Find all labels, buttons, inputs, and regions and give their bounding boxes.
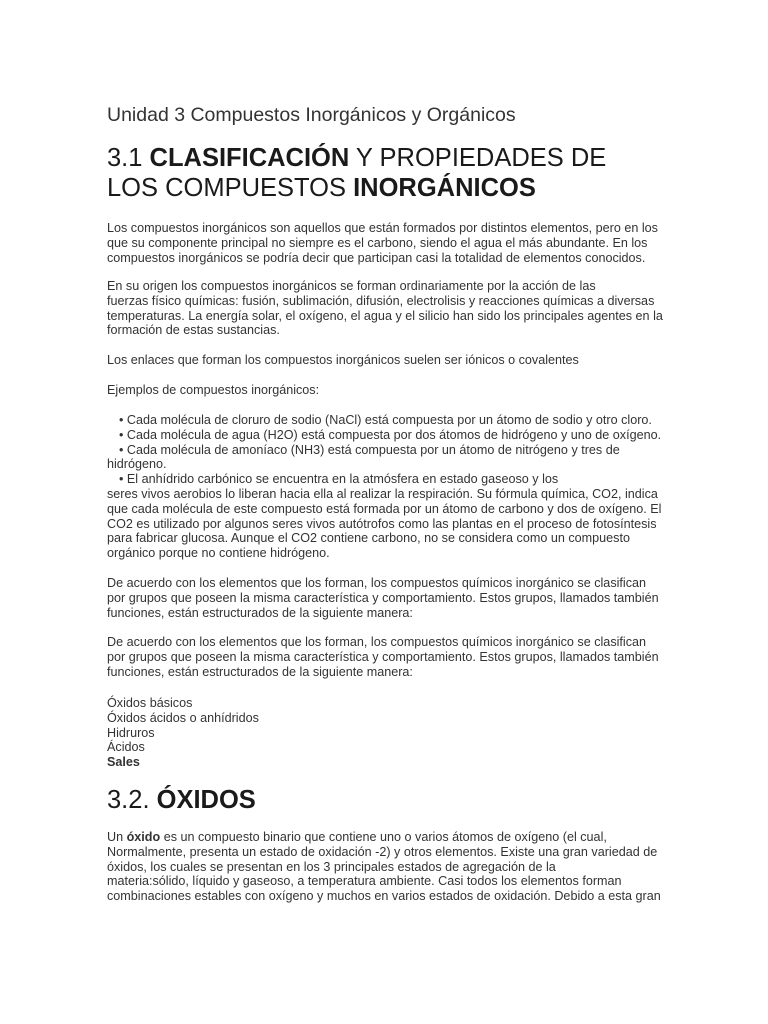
- list-item-continuation: CO2 es utilizado por algunos seres vivos autótrofos como las plantas en el proceso de fotosíntesis: [107, 516, 657, 531]
- paragraph-classification-2: [107, 635, 667, 679]
- paragraph-classification-1: [107, 576, 667, 620]
- text-line: De acuerdo con los elementos que los forman, los compuestos químicos inorgánico se clasifican: [107, 576, 647, 590]
- title-text-2: LOS COMPUESTOS: [107, 174, 354, 202]
- text-line: funciones, están estructurados de la siguiente manera:: [107, 664, 413, 679]
- section-heading: ÓXIDOS: [156, 786, 256, 814]
- list-item: • Cada molécula de cloruro de sodio (NaCl) está compuesta por un átomo de sodio y otro cloro.: [119, 413, 652, 427]
- text-line: óxidos, los cuales se presentan en los 3 principales estados de agregación de la: [107, 859, 556, 874]
- examples-list: [107, 413, 667, 561]
- function-item: Hidruros: [107, 725, 155, 740]
- text-line: funciones, están estructurados de la siguiente manera:: [107, 605, 413, 620]
- list-item: • Cada molécula de amoníaco (NH3) está compuesta por un átomo de nitrógeno y tres de: [119, 442, 620, 457]
- paragraph-examples-heading: [107, 383, 667, 398]
- text-line: compuestos inorgánicos se podría decir que participan casi la totalidad de elementos conocidos.: [107, 250, 646, 265]
- text-line: Los enlaces que forman los compuestos inorgánicos suelen ser iónicos o covalentes: [107, 353, 579, 367]
- list-item-continuation: seres vivos aerobios lo liberan hacia ella al realizar la respiración. Su fórmula química, CO2, indica: [107, 486, 658, 501]
- term-oxido: óxido: [126, 830, 161, 844]
- title-bold-inorganicos: INORGÁNICOS: [353, 174, 536, 202]
- title-bold-clasificacion: CLASIFICACIÓN: [149, 144, 350, 172]
- text-line: formación de estas sustancias.: [107, 323, 280, 338]
- section-title-3-2: [107, 786, 256, 815]
- section-number: 3.2.: [107, 786, 157, 814]
- text-span: es un compuesto binario que contiene uno o varios átomos de oxígeno (el cual,: [160, 830, 607, 844]
- text-line: Los compuestos inorgánicos son aquellos que están formados por distintos elementos, pero en los: [107, 221, 658, 235]
- function-item-sales: Sales: [107, 755, 140, 770]
- text-line: Ejemplos de compuestos inorgánicos:: [107, 383, 320, 397]
- text-line: que su componente principal no siempre es el carbono, siendo el agua el más abundante. En los: [107, 235, 648, 250]
- text-line: En su origen los compuestos inorgánicos se forman ordinariamente por la acción de las: [107, 279, 596, 293]
- list-item: • El anhídrido carbónico se encuentra en la atmósfera en estado gaseoso y los: [119, 472, 559, 487]
- text-line: temperaturas. La energía solar, el oxígeno, el agua y el silicio han sido los principales agentes en la: [107, 308, 663, 323]
- list-item: • Cada molécula de agua (H2O) está compuesta por dos átomos de hidrógeno y uno de oxígeno.: [119, 427, 662, 442]
- section-number: 3.1: [107, 144, 150, 172]
- text-line: por grupos que poseen la misma característica y comportamiento. Estos grupos, llamados también: [107, 590, 659, 605]
- text-line: por grupos que poseen la misma característica y comportamiento. Estos grupos, llamados también: [107, 649, 659, 664]
- paragraph-oxidos: [107, 830, 667, 904]
- text-line: fuerzas físico químicas: fusión, sublimación, difusión, electrolisis y reacciones químicas a diversas: [107, 293, 655, 308]
- function-item: Óxidos básicos: [107, 696, 193, 710]
- list-item-continuation: que cada molécula de este compuesto está formada por un átomo de carbono y dos de oxígeno. El: [107, 501, 662, 516]
- paragraph-origin: [107, 279, 667, 338]
- text-span: Un: [107, 830, 127, 844]
- list-item-continuation: para fabricar glucosa. Aunque el CO2 contiene carbono, no se considera como un compuesto: [107, 531, 630, 546]
- function-item: Óxidos ácidos o anhídridos: [107, 710, 259, 725]
- text-line: materia:sólido, líquido y gaseoso, a temperatura ambiente. Casi todos los elementos forman: [107, 874, 622, 889]
- title-text-1: Y PROPIEDADES DE: [349, 144, 607, 172]
- text-line: [107, 830, 667, 845]
- text-line: combinaciones estables con oxígeno y muchos en varios estados de oxidación. Debido a esta gran: [107, 889, 661, 904]
- paragraph-bonds: [107, 353, 667, 368]
- function-item: Ácidos: [107, 740, 145, 755]
- list-item-continuation: orgánico porque no contiene hidrógeno.: [107, 546, 330, 561]
- functions-list: [107, 696, 667, 770]
- paragraph-intro: [107, 221, 667, 265]
- text-line: Normalmente, presenta un estado de oxidación -2) y otros elementos. Existe una gran variedad de: [107, 844, 658, 859]
- text-line: De acuerdo con los elementos que los forman, los compuestos químicos inorgánico se clasifican: [107, 635, 647, 649]
- section-title-3-1: [107, 143, 606, 203]
- list-item-continuation: hidrógeno.: [107, 457, 167, 472]
- unit-title: Unidad 3 Compuestos Inorgánicos y Orgánicos: [107, 104, 516, 126]
